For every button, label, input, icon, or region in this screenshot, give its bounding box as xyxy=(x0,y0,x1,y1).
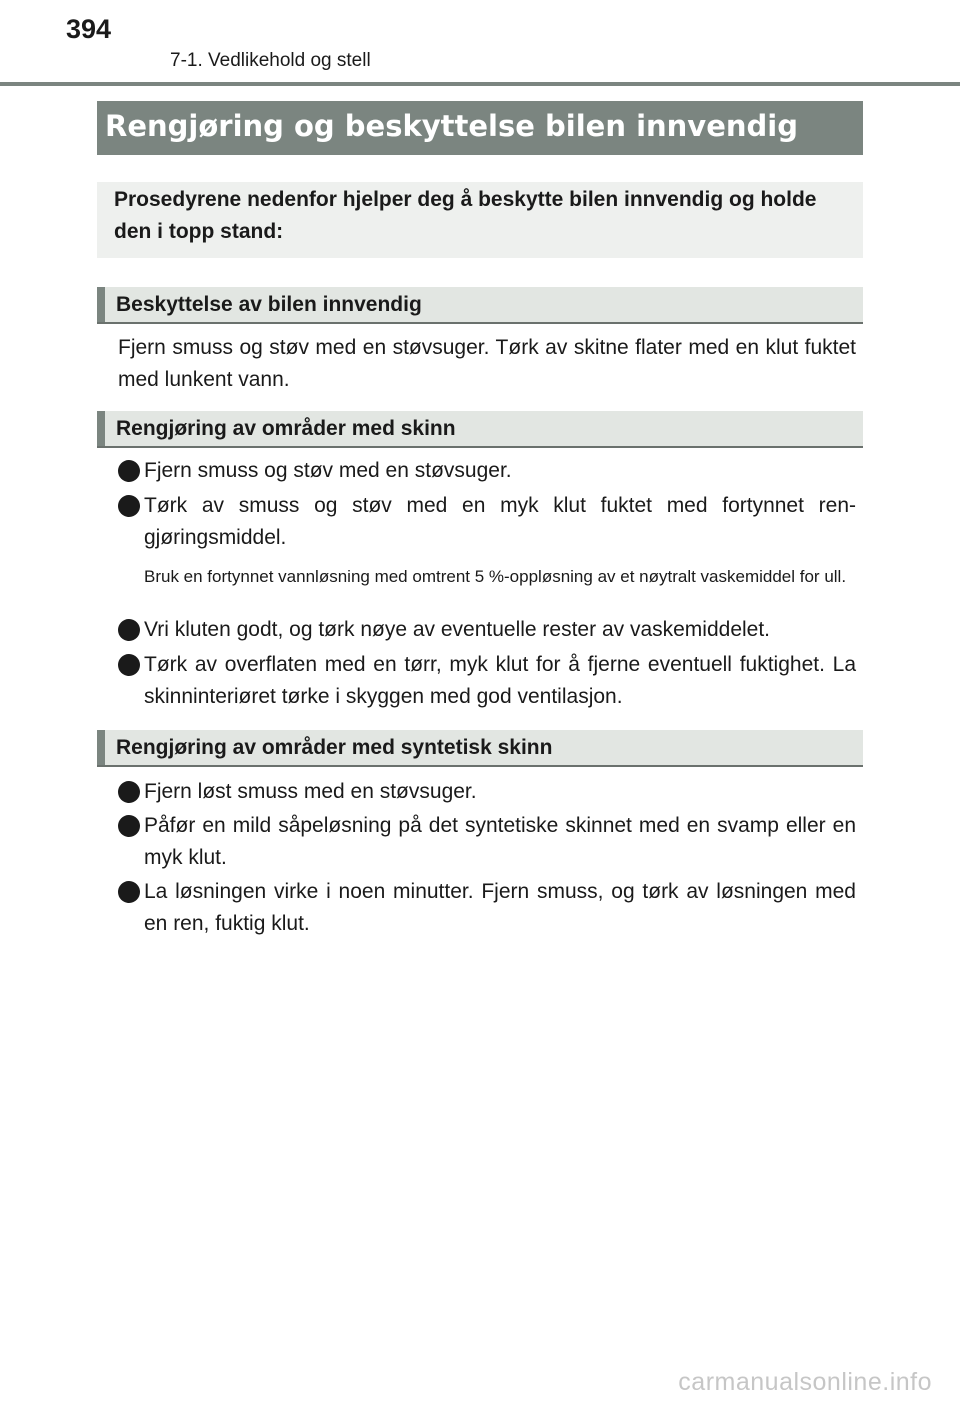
page-title: Rengjøring og beskyttelse bilen innvendig xyxy=(105,109,798,143)
list-item: Påfør en mild såpeløsning på det syntetiske skinnet med en svamp eller en myk klut. xyxy=(144,814,856,869)
list-item: Vri kluten godt, og tørk nøye av eventuelle rester av vaskemiddelet. xyxy=(144,618,771,641)
section-heading-label: Rengjøring av områder med skinn xyxy=(116,417,456,440)
intro-text: Prosedyrene nedenfor hjelper deg å beskytte bilen innvendig og holde den i topp stand: xyxy=(114,188,817,243)
list-item: Fjern smuss og støv med en støvsuger. xyxy=(144,459,512,482)
section-heading-protection xyxy=(97,287,863,324)
note-text: Bruk en fortynnet vannløsning med omtrent 5 %-oppløsning av et nøytralt vaskemiddel for ull. xyxy=(144,567,847,586)
bullet-icon xyxy=(118,781,140,803)
list-item: Tørk av overflaten med en tørr, myk klut for å fjerne eventuell fuktighet. La skinninteriøret tørke i skyggen med god ventilasjon. xyxy=(144,653,856,708)
bullet-icon xyxy=(118,881,140,903)
list-item: Fjern løst smuss med en støvsuger. xyxy=(144,780,477,803)
page-header xyxy=(0,0,960,86)
section-paragraph: Fjern smuss og støv med en støvsuger. Tørk av skitne flater med en klut fuktet med lunkent vann. xyxy=(118,336,856,391)
intro-box xyxy=(97,182,863,258)
section-heading-label: Rengjøring av områder med syntetisk skinn xyxy=(116,736,553,759)
bullet-icon xyxy=(118,495,140,517)
bullet-icon xyxy=(118,619,140,641)
bullet-icon xyxy=(118,815,140,837)
section-heading-label: Beskyttelse av bilen innvendig xyxy=(116,293,422,316)
watermark: carmanualsonline.info xyxy=(678,1368,932,1396)
list-item: La løsningen virke i noen minutter. Fjern smuss, og tørk av løsningen med en ren, fuktig klut. xyxy=(144,880,856,935)
header-rule xyxy=(0,82,960,86)
bullet-icon xyxy=(118,654,140,676)
section-label: 7-1. Vedlikehold og stell xyxy=(170,50,371,71)
section-heading-synthetic-leather xyxy=(97,730,863,767)
title-bar xyxy=(97,101,863,155)
list-item: Tørk av smuss og støv med en myk klut fuktet med fortynnet ren-gjøringsmiddel. xyxy=(144,494,856,549)
section-heading-leather xyxy=(97,411,863,448)
bullet-icon xyxy=(118,460,140,482)
page-number: 394 xyxy=(66,14,112,44)
